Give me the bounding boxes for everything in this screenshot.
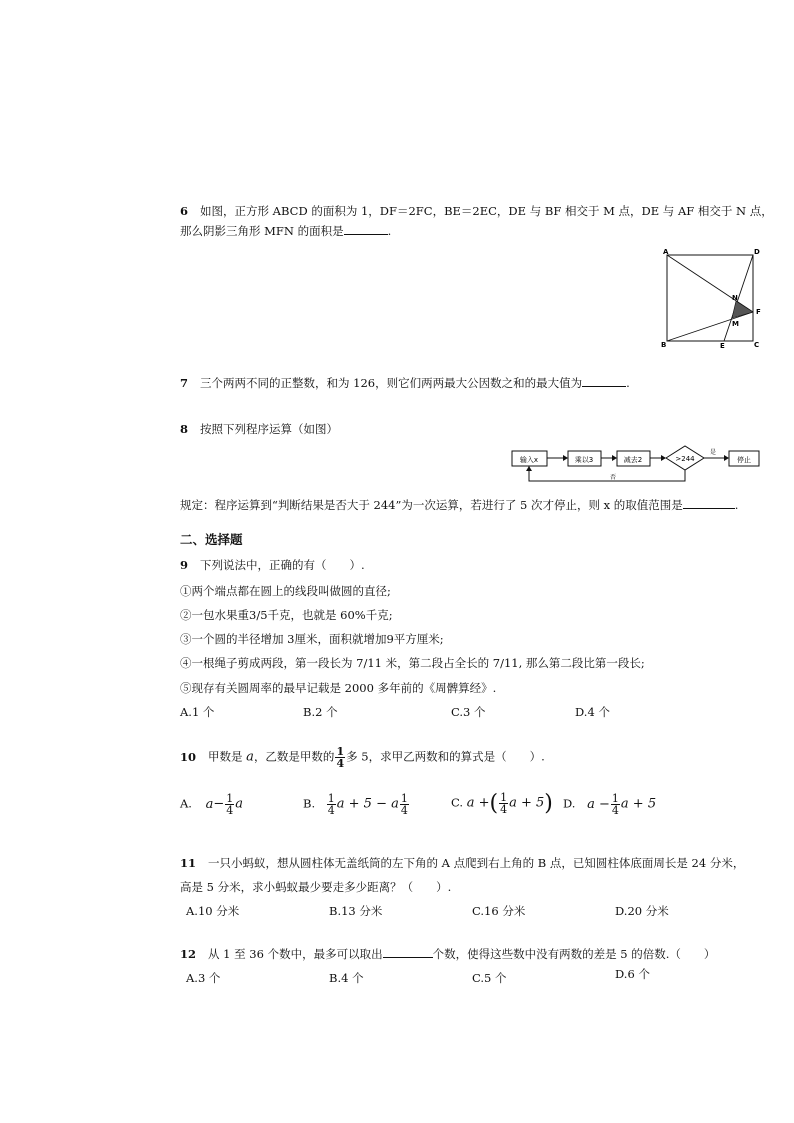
statement-2: ②一包水果重3/5千克，也就是 60%千克;	[180, 608, 393, 622]
label-f: F	[756, 308, 761, 316]
flow-decision: >244	[675, 455, 695, 463]
fraction-numerator: 1	[611, 792, 619, 805]
question-number: 11	[180, 856, 197, 870]
question-text: 按照下列程序运算（如图）	[200, 422, 339, 436]
option-label: D.	[563, 796, 576, 811]
variable-a: a	[246, 749, 254, 765]
option-d	[563, 793, 656, 816]
fraction-denominator: 4	[336, 757, 345, 770]
label-d: D	[754, 248, 760, 256]
question-text: 那么阴影三角形 MFN 的面积是	[180, 224, 344, 238]
expr-rest: a + 5	[509, 795, 545, 811]
fraction-numerator: 1	[336, 745, 345, 758]
fraction-numerator: 1	[400, 792, 408, 805]
expr-a: a	[205, 796, 214, 812]
question-10	[180, 746, 545, 769]
question-12	[180, 946, 715, 962]
option-c: C.16 分米	[472, 904, 526, 918]
period: .	[387, 224, 392, 238]
fraction-denominator: 4	[327, 804, 335, 817]
question-text: 一只小蚂蚁，想从圆柱体无盖纸筒的左下角的 A 点爬到右上角的 B 点，已知圆柱体底面周长是 24 分米，	[208, 856, 745, 870]
expr-rest: a + 5	[620, 796, 657, 812]
expr-a: a	[235, 796, 244, 812]
answer-blank	[683, 497, 735, 509]
question-6-line-2	[180, 223, 391, 239]
fraction-numerator: 1	[226, 792, 234, 805]
question-9	[180, 557, 365, 573]
question-6-line-1	[180, 203, 773, 219]
period: .	[626, 376, 630, 390]
label-n: N	[732, 294, 738, 302]
question-text: 规定：程序运算到“判断结果是否大于 244”为一次运算，若进行了 5 次才停止，则 x 的取值范围是	[180, 498, 683, 512]
statement-3: ③一个圆的半径增加 3厘米，面积就增加9平方厘米;	[180, 632, 444, 646]
option-c: C. a +( $\frac{1}{4}$ a + 5)	[451, 791, 553, 816]
flow-yes-label: 是	[710, 449, 717, 456]
question-text: 从 1 至 36 个数中，最多可以取出	[208, 947, 383, 961]
option-label: C.	[451, 795, 464, 810]
flowchart	[505, 441, 765, 491]
label-c: C	[754, 341, 760, 349]
question-text: ，乙数是甲数的	[253, 749, 335, 764]
period: .	[734, 498, 739, 512]
fraction-numerator: 1	[327, 792, 335, 805]
fraction-denominator: 4	[400, 804, 408, 817]
question-number: 9	[180, 558, 189, 572]
option-a: A.3 个	[186, 971, 221, 985]
option-label: B.	[303, 796, 316, 811]
option-d: D.20 分米	[615, 904, 669, 918]
option-c: C.5 个	[472, 971, 507, 985]
fraction-denominator: 4	[226, 804, 234, 817]
answer-blank	[344, 223, 388, 235]
flow-input-box: 输入x	[519, 456, 539, 464]
question-number: 12	[180, 947, 197, 961]
question-text: 个数，使得这些数中没有两数的差是 5 的倍数.（ ）	[432, 947, 716, 961]
option-b: B.4 个	[329, 971, 364, 985]
question-text: 多 5，求甲乙两数和的算式是（ ）.	[346, 749, 545, 764]
statement-5: ⑤现存有关圆周率的最早记载是 2000 多年前的《周髀算经》.	[180, 681, 497, 695]
question-number: 6	[180, 204, 189, 218]
expr-a-minus: a −	[587, 796, 610, 812]
flow-stop-box: 停止	[737, 456, 751, 464]
expr-minus: −	[213, 796, 225, 812]
answer-blank	[582, 375, 626, 387]
expr-a-plus: a +	[466, 795, 490, 811]
option-b: B.13 分米	[329, 904, 383, 918]
question-text: 甲数是	[208, 749, 243, 764]
flow-subtract-box: 减去2	[623, 456, 643, 464]
option-c: C.3 个	[451, 705, 486, 719]
label-b: B	[661, 341, 667, 349]
flow-multiply-box: 乘以3	[574, 456, 594, 464]
label-m: M	[732, 320, 739, 328]
question-text: 三个两两不同的正整数，和为 126，则它们两两最大公因数之和的最大值为	[200, 376, 583, 390]
statement-1: ①两个端点都在圆上的线段叫做圆的直径;	[180, 584, 391, 598]
square-figure	[655, 245, 765, 350]
expr-middle: a + 5 − a	[336, 796, 399, 812]
flow-no-label: 否	[610, 474, 617, 481]
question-11-line-2: 高是 5 分米，求小蚂蚁最少要走多少距离？（ ）.	[180, 880, 452, 894]
option-b	[303, 793, 410, 816]
answer-blank	[383, 946, 433, 958]
question-number: 7	[180, 376, 189, 390]
option-d: D.4 个	[575, 705, 610, 719]
fraction-denominator: 4	[500, 803, 508, 816]
option-d: D.6 个	[615, 967, 650, 981]
question-number: 8	[180, 422, 189, 436]
question-text: 如图，正方形 ABCD 的面积为 1，DF＝2FC，BE＝2EC，DE 与 BF 相交于 M 点，DE 与 AF 相交于 N 点，	[200, 204, 773, 218]
label-a: A	[663, 248, 669, 256]
label-e: E	[720, 342, 725, 350]
question-11-line-1	[180, 855, 744, 871]
question-8	[180, 421, 338, 437]
statement-4: ④一根绳子剪成两段，第一段长为 7/11 米，第二段占全长的 7/11, 那么第二段比第一段长;	[180, 656, 645, 670]
question-7	[180, 375, 630, 391]
fraction-denominator: 4	[611, 804, 619, 817]
option-a	[180, 793, 243, 816]
question-text: 下列说法中，正确的有（ ）.	[200, 558, 365, 572]
option-a: A.1 个	[180, 705, 215, 719]
question-8-rule	[180, 497, 738, 513]
option-label: A.	[180, 796, 192, 811]
option-a: A.10 分米	[186, 904, 240, 918]
section-heading: 二、选择题	[180, 532, 243, 547]
fraction-numerator: 1	[500, 791, 508, 804]
question-number: 10	[180, 749, 197, 764]
option-b: B.2 个	[303, 705, 338, 719]
